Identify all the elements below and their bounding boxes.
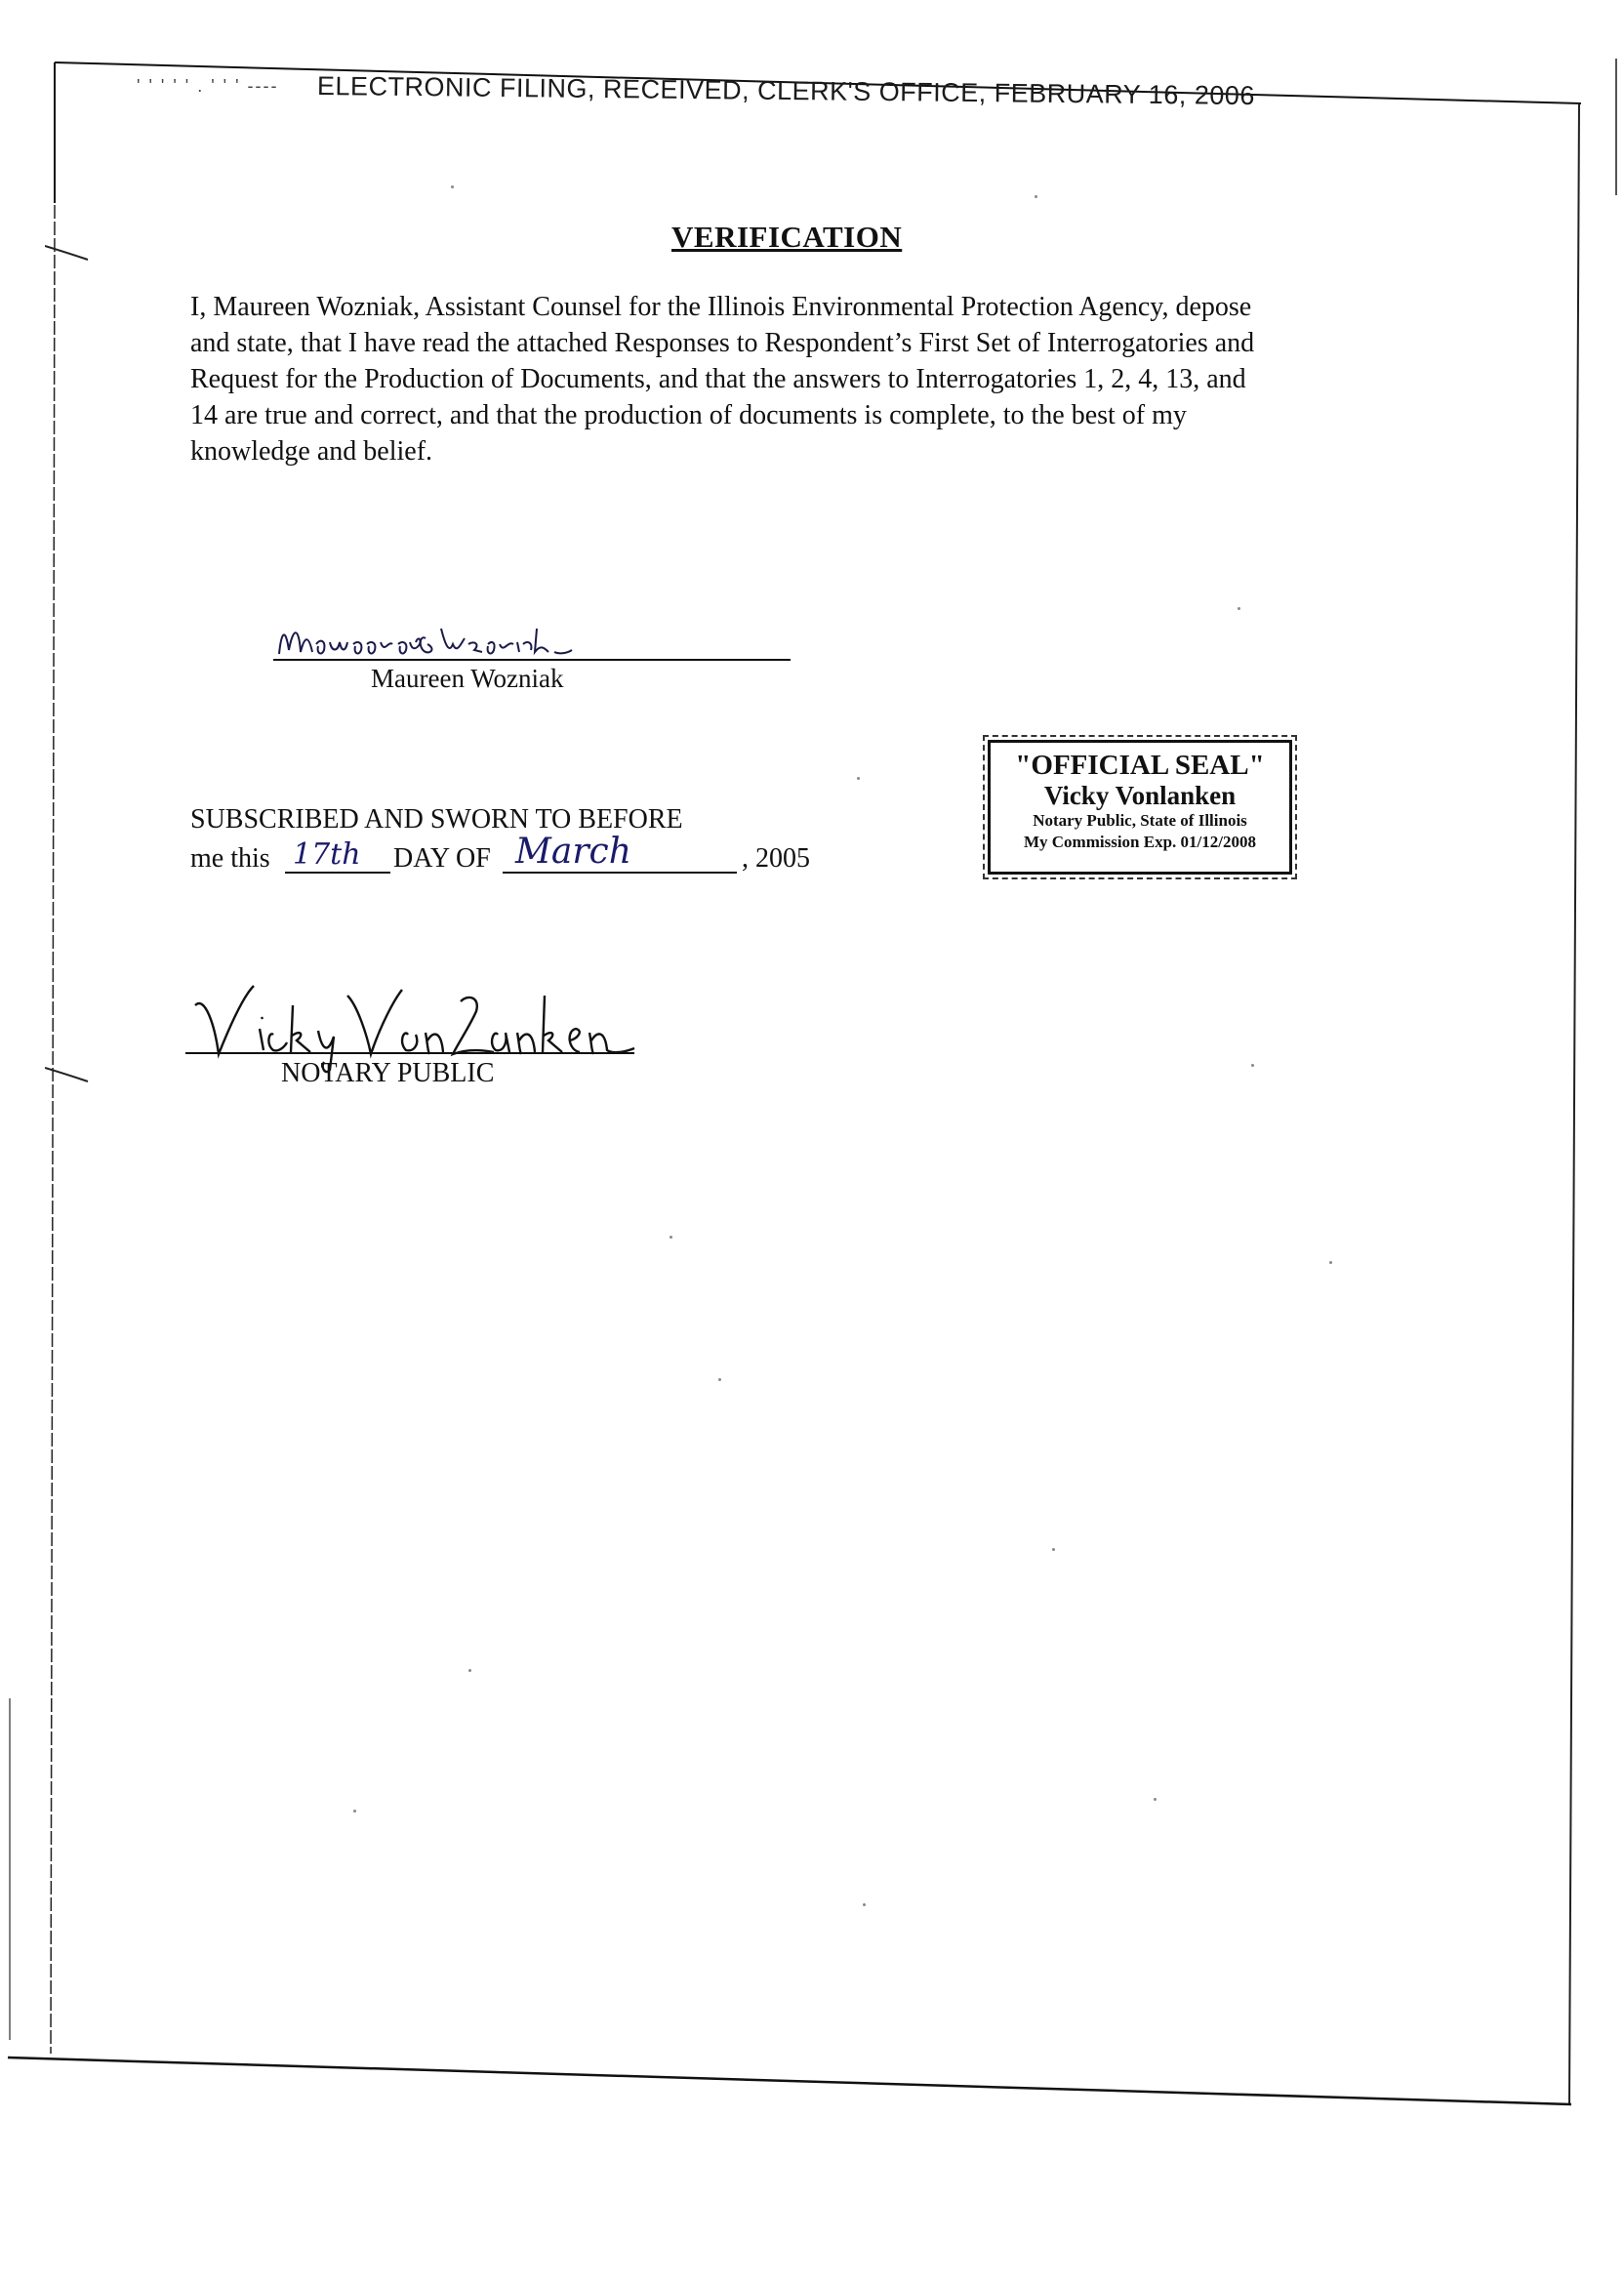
verification-paragraph <box>190 289 1410 469</box>
document-title: VERIFICATION <box>671 220 903 254</box>
paragraph-line: and state, that I have read the attached Responses to Respondent’s First Set of Interrogatories and <box>190 328 1255 358</box>
notary-public-label: NOTARY PUBLIC <box>281 1058 495 1088</box>
signatory-handwritten-signature <box>273 615 800 662</box>
seal-title: "OFFICIAL SEAL" <box>1015 750 1265 781</box>
seal-name: Vicky Vonlanken <box>1043 781 1237 810</box>
filing-stamp-dashes: ' ' ' ' ' . ' ' ' ---- <box>137 76 279 96</box>
scan-speck <box>451 185 454 188</box>
margin-mark-lower <box>45 1066 90 1085</box>
jurat-year: , 2005 <box>742 843 810 874</box>
scan-speck <box>1052 1548 1055 1551</box>
scan-speck <box>1238 607 1240 610</box>
handwritten-month: March <box>515 832 631 872</box>
scan-speck <box>468 1669 471 1672</box>
filing-stamp: ELECTRONIC FILING, RECEIVED, CLERK'S OFFICE, FEBRUARY 16, 2006 <box>316 71 1256 111</box>
scan-speck <box>863 1903 866 1906</box>
scan-speck <box>353 1810 356 1813</box>
jurat-subscribed-text: SUBSCRIBED AND SWORN TO BEFORE <box>190 804 683 835</box>
jurat-me-this: me this <box>190 843 270 874</box>
scan-speck <box>670 1236 672 1239</box>
paragraph-line: knowledge and belief. <box>190 436 433 467</box>
notary-signature-line <box>185 1052 634 1054</box>
paragraph-line: 14 are true and correct, and that the production of documents is complete, to the best of my <box>190 400 1187 430</box>
notary-official-seal <box>988 740 1292 875</box>
day-blank-line <box>285 872 390 874</box>
paragraph-line: I, Maureen Wozniak, Assistant Counsel for the Illinois Environmental Protection Agency, depose <box>190 292 1252 322</box>
scan-speck <box>1251 1064 1254 1067</box>
scan-speck <box>1035 195 1037 198</box>
seal-commission-line: My Commission Exp. 01/12/2008 <box>1023 833 1257 851</box>
seal-state-line: Notary Public, State of Illinois <box>1033 811 1247 830</box>
signatory-printed-name: Maureen Wozniak <box>371 664 564 693</box>
scan-speck <box>1154 1798 1157 1801</box>
margin-mark-upper <box>45 244 90 264</box>
scan-speck <box>1329 1261 1332 1264</box>
scan-speck <box>857 777 860 780</box>
jurat-day-of: DAY OF <box>393 843 491 874</box>
signatory-signature-line <box>273 659 791 661</box>
scan-speck <box>718 1378 721 1381</box>
handwritten-day: 17th <box>293 837 361 872</box>
paragraph-line: Request for the Production of Documents, and that the answers to Interrogatories 1, 2, 4, 13, and <box>190 364 1246 394</box>
month-blank-line <box>503 872 737 874</box>
signatory-signature-block <box>273 615 800 703</box>
